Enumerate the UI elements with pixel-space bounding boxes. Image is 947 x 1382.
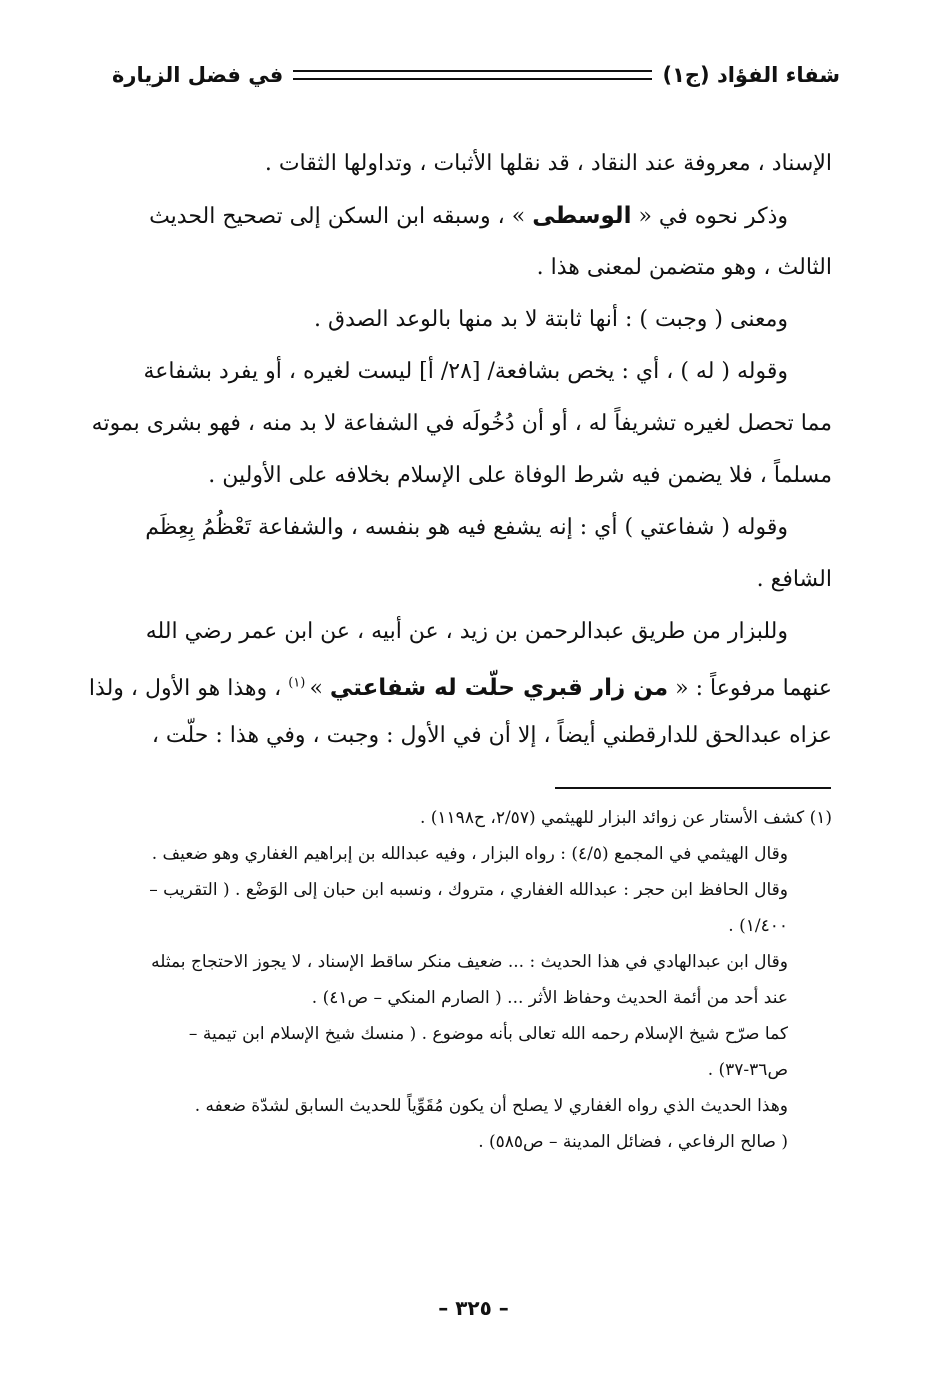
header-chapter-title: في فضل الزيارة — [112, 63, 284, 87]
footnote-rule — [555, 787, 831, 789]
footnote-line: وقال ابن عبدالهادي في هذا الحديث : ... ضعيف منكر ساقط الإسناد ، لا يجوز الاحتجاج بمثله — [151, 952, 788, 972]
text-line: وقوله ( له ) ، أي : يخص بشافعة/ [٢٨/ أ] ليست لغيره ، أو يفرد بشفاعة — [143, 359, 788, 384]
text-line: ومعنى ( وجبت ) : أنها ثابتة لا بد منها بالوعد الصدق . — [314, 307, 788, 332]
footnotes — [112, 800, 832, 1160]
text-line: عزاه عبدالحق للدارقطني أيضاً ، إلا أن في الأول : وجبت ، وفي هذا : حلّت ، — [151, 723, 832, 748]
text-line-with-bold: وذكر نحوه في « الوسطى » ، وسبقه ابن السكن إلى تصحيح الحديث — [149, 203, 788, 229]
text-line: وقوله ( شفاعتي ) أي : إنه يشفع فيه هو بنفسه ، والشفاعة تَعْظُمُ بِعِظَم — [145, 515, 788, 540]
header-book-title: شفاء الفؤاد (ج١) — [662, 63, 840, 87]
text-line: مما تحصل لغيره تشريفاً له ، أو أن دُخُولَه في الشفاعة لا بد منه ، فهو بشرى بموته — [91, 411, 832, 436]
text-line: الشافع . — [756, 567, 832, 592]
footnote-line: (١) كشف الأستار عن زوائد البزار للهيثمي (٢/٥٧، ح١١٩٨) . — [419, 808, 832, 828]
footnote-line: وهذا الحديث الذي رواه الغفاري لا يصلح أن يكون مُقَوِّياً للحديث السابق لشدّة ضعفه . — [194, 1096, 788, 1116]
text-line: مسلماً ، فلا يضمن فيه شرط الوفاة على الإسلام بخلافه على الأولين . — [208, 463, 832, 488]
footnote-line: وقال الهيثمي في المجمع (٤/٥) : رواه البزار ، وفيه عبدالله بن إبراهيم الغفاري وهو ضعيف . — [151, 844, 788, 864]
text-line-with-hadith: عنهما مرفوعاً : « من زار قبري حلّت له شفاعتي » $^{(١)}$ ، وهذا هو الأول ، ولذا — [88, 675, 832, 702]
bold-phrase: من زار قبري حلّت له شفاعتي — [329, 675, 669, 702]
bold-phrase: الوسطى — [532, 203, 632, 229]
footnote-line: وقال الحافظ ابن حجر : عبدالله الغفاري ، متروك ، ونسبه ابن حبان إلى الوَضْع . ( التقريب – — [149, 880, 788, 900]
footnote-line: ص٣٦-٣٧) . — [707, 1060, 788, 1080]
page-number: – ٣٢٥ – — [438, 1296, 509, 1320]
text-line: وللبزار من طريق عبدالرحمن بن زيد ، عن أبيه ، عن ابن عمر رضي الله — [145, 619, 788, 644]
text-line: الثالث ، وهو متضمن لمعنى هذا . — [536, 255, 832, 280]
main-text — [88, 138, 832, 762]
header-rule — [293, 70, 652, 80]
footnote-line: ( صالح الرفاعي ، فضائل المدينة – ص٥٨٥) . — [478, 1132, 788, 1152]
footnote-reference[interactable]: (١) — [288, 676, 310, 691]
running-header — [112, 58, 840, 92]
footnote-line: عند أحد من أئمة الحديث وحفاظ الأثر ... ( الصارم المنكي – ص٤١) . — [311, 988, 788, 1008]
footnote-line: ١/٤٠٠) . — [728, 916, 788, 936]
footnote-line: كما صرّح شيخ الإسلام رحمه الله تعالى بأنه موضوع . ( منسك شيخ الإسلام ابن تيمية – — [188, 1024, 788, 1044]
text-line: الإسناد ، معروفة عند النقاد ، قد نقلها الأثبات ، وتداولها الثقات . — [264, 151, 832, 176]
